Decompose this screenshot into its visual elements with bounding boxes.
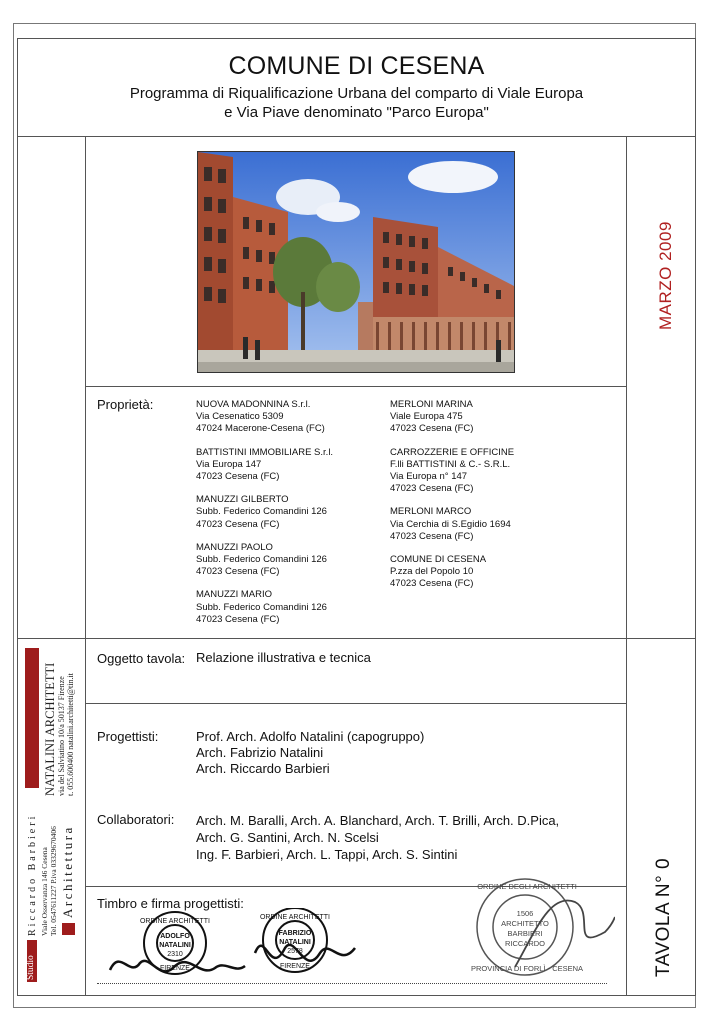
barbieri-contact: Tel. 0547611227 P.iva 03329670406 — [49, 826, 58, 936]
stamp3-bottom: PROVINCIA DI FORLÌ - CESENA — [470, 964, 584, 973]
photo-divider — [85, 386, 626, 387]
owner-entry — [390, 447, 514, 496]
owner-entry — [390, 399, 514, 436]
owner-line: Viale Europa 475 — [390, 411, 463, 423]
owner-entry — [390, 506, 514, 543]
designer-name: Arch. Riccardo Barbieri — [196, 761, 330, 776]
owner-line: Via Cesenatico 5309 — [196, 411, 284, 423]
owner-entry — [196, 542, 333, 579]
owners-left-column — [196, 399, 333, 626]
natalini-title: NATALINI ARCHITETTI — [43, 662, 57, 796]
owner-entry — [196, 447, 333, 484]
studio-credits — [25, 648, 75, 988]
owner-name: MANUZZI GILBERTO — [196, 494, 289, 506]
stamp-signature-label: Timbro e firma progettisti: — [97, 896, 244, 911]
owner-line: 47023 Cesena (FC) — [196, 613, 280, 625]
owner-entry — [196, 589, 333, 626]
stamp3-line: 1506 — [516, 909, 534, 918]
owner-line: 47023 Cesena (FC) — [196, 518, 280, 530]
owner-line: Subb. Federico Comandini 126 — [196, 554, 327, 566]
subject-divider — [85, 703, 626, 704]
owner-name: BATTISTINI IMMOBILIARE S.r.l. — [196, 446, 334, 458]
owner-name: MANUZZI PAOLO — [196, 541, 273, 553]
stamp2-bottom: FIRENZE — [280, 963, 310, 970]
designers-list — [196, 729, 424, 777]
owners-right-column — [390, 399, 514, 591]
stamp2-top: ORDINE ARCHITETTI — [259, 914, 331, 921]
collaborator-line: Arch. M. Baralli, Arch. A. Blanchard, Arch. T. Brilli, Arch. D.Pica, — [196, 813, 560, 828]
owner-name: CARROZZERIE E OFFICINE — [390, 446, 515, 458]
subject-label: Oggetto tavola: — [97, 651, 186, 666]
stamp1-line: NATALINI — [159, 942, 191, 949]
designers-label: Progettisti: — [97, 729, 159, 744]
owner-entry — [196, 494, 333, 531]
date-label: MARZO 2009 — [656, 221, 675, 330]
stamp-barbieri — [455, 872, 615, 987]
collaborator-line: Ing. F. Barbieri, Arch. L. Tappi, Arch. S. Sintini — [196, 847, 458, 862]
tavola-number: TAVOLA N° 0 — [653, 857, 674, 977]
stamp1-line: ADOLFO — [160, 933, 190, 940]
owners-label: Proprietà: — [97, 397, 154, 412]
left-column-divider — [85, 136, 86, 996]
owner-name: COMUNE DI CESENA — [390, 554, 487, 566]
owner-line: Via Cerchia di S.Egidio 1694 — [390, 518, 511, 530]
owner-entry — [196, 399, 333, 436]
owner-line: 47023 Cesena (FC) — [390, 578, 474, 590]
barbieri-name: Riccardo Barbieri — [27, 813, 38, 936]
designer-stamps — [105, 908, 375, 988]
owner-line: Via Europa n° 147 — [390, 471, 468, 483]
collaborators-label: Collaboratori: — [97, 812, 175, 827]
owner-line: Subb. Federico Comandini 126 — [196, 506, 327, 518]
stamp3-top: ORDINE DEGLI ARCHITETTI — [477, 882, 577, 891]
owner-line: Via Europa 147 — [196, 458, 262, 470]
owner-line: 47023 Cesena (FC) — [196, 566, 280, 578]
project-rendering-image — [197, 151, 515, 373]
stamp2-line: NATALINI — [279, 939, 311, 946]
barbieri-address: Viale Osservanza 146 Cesena — [40, 847, 49, 936]
studio-word: Studio — [26, 955, 36, 980]
owner-name: MERLONI MARCO — [390, 506, 472, 518]
stamp1-bottom: FIRENZE — [160, 965, 190, 972]
owners-divider — [17, 638, 696, 639]
owner-line: F.lli BATTISTINI & C.- S.R.L. — [390, 458, 511, 470]
owner-name: MERLONI MARINA — [390, 399, 473, 410]
owner-line: 47023 Cesena (FC) — [390, 423, 474, 435]
stamp2-line: 2578 — [287, 948, 303, 955]
stamp2-line: FABRIZIO — [278, 930, 312, 937]
architettura-red-mark — [62, 923, 75, 935]
header-divider — [17, 136, 696, 137]
collaborator-line: Arch. G. Santini, Arch. N. Scelsi — [196, 830, 379, 845]
owner-line: P.zza del Popolo 10 — [390, 566, 474, 578]
natalini-address: via del Salviatino 10/a 50137 Firenze — [57, 676, 66, 796]
owner-line: 47024 Macerone-Cesena (FC) — [196, 423, 325, 435]
natalini-contact: t. 055.600400 natalini.architetti@tin.it — [66, 673, 75, 796]
subject-value: Relazione illustrativa e tecnica — [196, 650, 371, 665]
owner-line: 47023 Cesena (FC) — [196, 471, 280, 483]
designer-name: Prof. Arch. Adolfo Natalini (capogruppo) — [196, 729, 425, 744]
page-title: COMUNE DI CESENA — [228, 52, 485, 80]
owner-line: Subb. Federico Comandini 126 — [196, 601, 327, 613]
owner-entry — [390, 554, 514, 591]
natalini-red-bar — [25, 648, 39, 788]
stamp1-line: 2310 — [167, 951, 183, 958]
architettura-word: Architettura — [60, 825, 75, 918]
owner-line: 47023 Cesena (FC) — [390, 483, 474, 495]
stamp3-line: RICCARDO — [504, 939, 546, 948]
owner-name: NUOVA MADONNINA S.r.l. — [196, 399, 311, 410]
owner-line: 47023 Cesena (FC) — [390, 530, 474, 542]
subtitle-line-1: Programma di Riqualificazione Urbana del comparto di Viale Europa — [129, 85, 584, 102]
stamp1-top: ORDINE ARCHITETTI — [139, 918, 211, 925]
subtitle-line-2: e Via Piave denominato "Parco Europa" — [224, 104, 489, 121]
right-column-divider — [626, 136, 627, 996]
stamp3-line: BARBIERI — [507, 929, 543, 938]
stamp3-line: ARCHITETTO — [501, 919, 549, 928]
owner-name: MANUZZI MARIO — [196, 589, 272, 601]
designer-name: Arch. Fabrizio Natalini — [196, 745, 324, 760]
collaborators-list — [196, 812, 559, 863]
